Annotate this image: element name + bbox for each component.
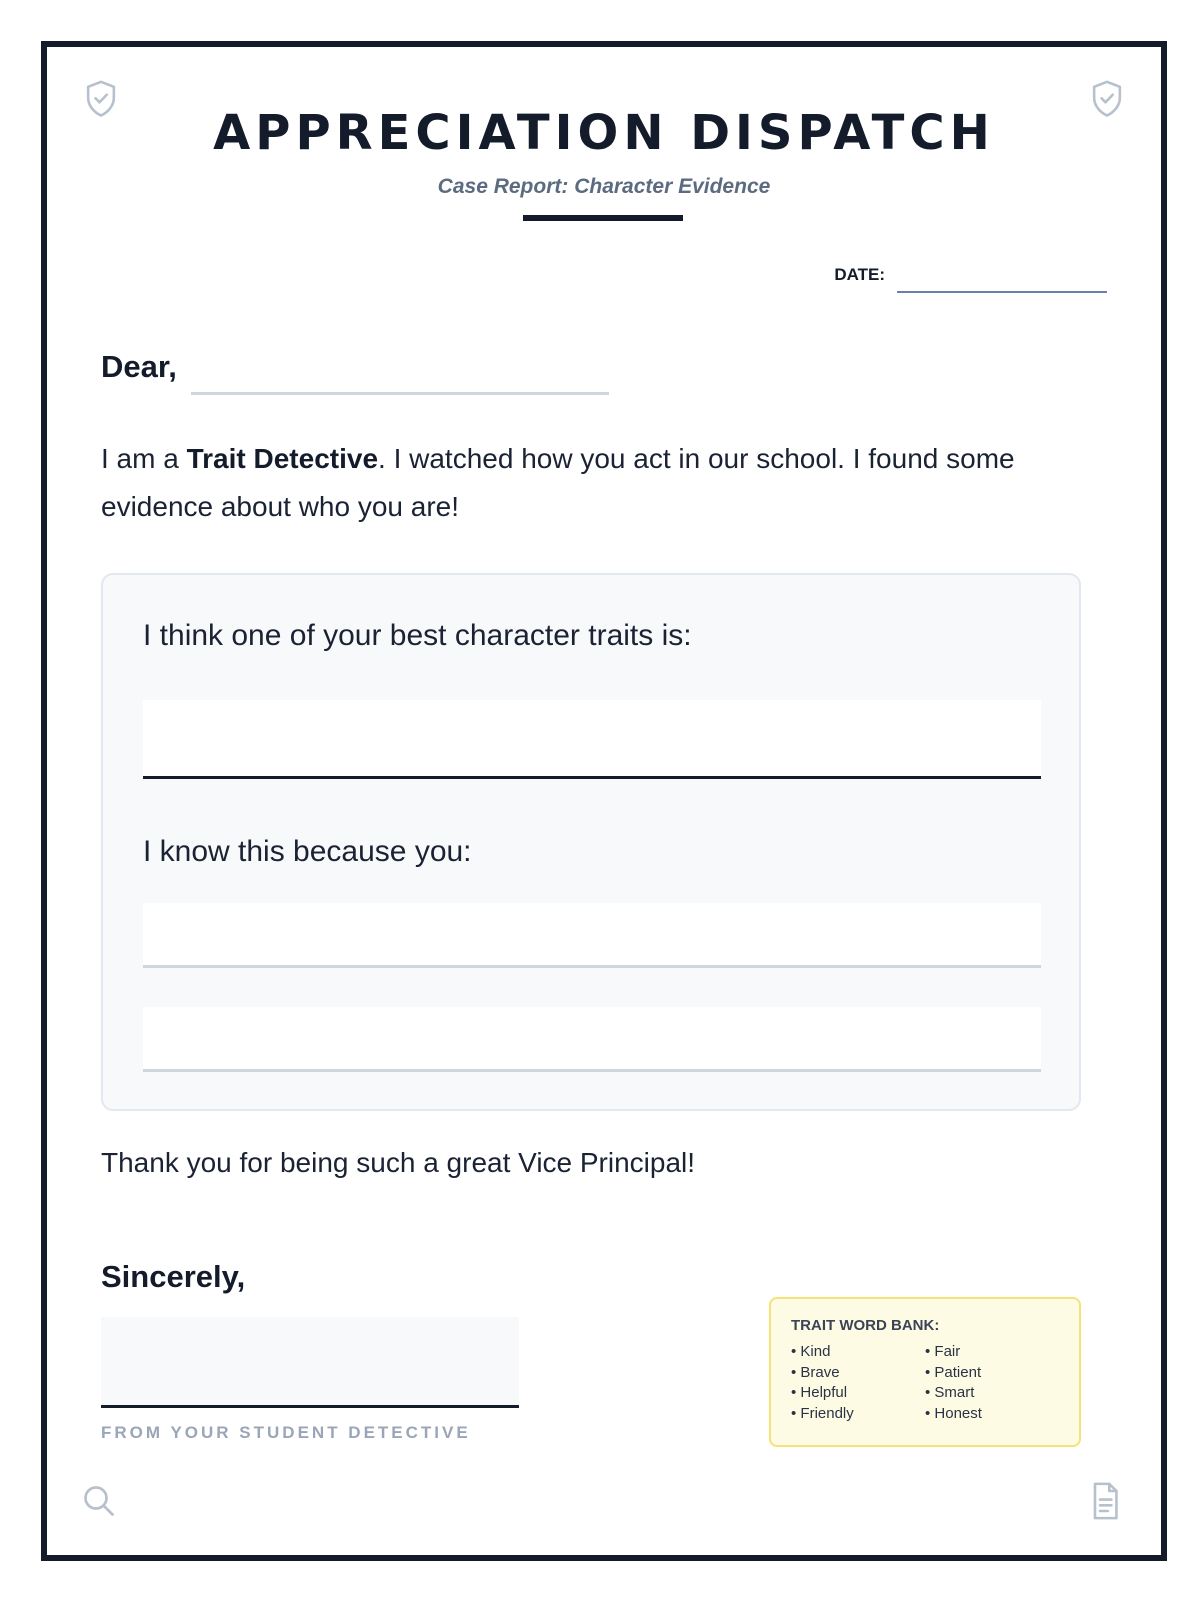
page-title: APPRECIATION DISPATCH bbox=[213, 105, 995, 161]
evidence-box bbox=[101, 573, 1081, 1111]
word-bank-title: TRAIT WORD BANK: bbox=[791, 1317, 940, 1334]
word-bank-item: • Patient bbox=[925, 1363, 982, 1381]
word-bank-item: • Fair bbox=[925, 1343, 961, 1360]
document-icon bbox=[1087, 1481, 1123, 1521]
word-bank-item: • Honest bbox=[925, 1404, 982, 1422]
word-bank-item: • Helpful bbox=[791, 1384, 848, 1401]
word-bank-column bbox=[791, 1342, 925, 1424]
thank-you-line: Thank you for being such a great Vice Principal! bbox=[101, 1147, 696, 1178]
intro-text-start: I am a bbox=[101, 443, 187, 474]
word-bank-columns bbox=[791, 1342, 1059, 1424]
because-prompt: I know this because you: bbox=[143, 835, 472, 868]
because-answer-field-1[interactable] bbox=[143, 903, 1041, 968]
trait-word-bank bbox=[769, 1297, 1081, 1447]
trait-prompt: I think one of your best character traits is: bbox=[143, 619, 692, 652]
from-label: FROM YOUR STUDENT DETECTIVE bbox=[101, 1423, 471, 1442]
date-row bbox=[834, 261, 1107, 293]
word-bank-item: • Kind bbox=[791, 1343, 831, 1360]
greeting-label: Dear, bbox=[101, 349, 177, 384]
word-bank-item: • Friendly bbox=[791, 1404, 854, 1422]
word-bank-column bbox=[925, 1342, 1059, 1424]
date-field[interactable] bbox=[897, 261, 1107, 293]
because-answer-field-2[interactable] bbox=[143, 1007, 1041, 1072]
letter-frame bbox=[41, 41, 1167, 1561]
intro-text-end: . I watched how you act in our school. I found some evidence about who you are! bbox=[101, 443, 1015, 522]
word-bank-item: • Smart bbox=[925, 1384, 975, 1401]
signature-field[interactable] bbox=[101, 1317, 519, 1408]
greeting-row bbox=[101, 349, 609, 395]
page-subtitle: Case Report: Character Evidence bbox=[437, 175, 771, 198]
title-divider bbox=[523, 215, 683, 221]
intro-bold-phrase: Trait Detective bbox=[186, 443, 379, 474]
date-label: DATE: bbox=[834, 265, 885, 284]
magnifier-icon bbox=[81, 1481, 117, 1521]
recipient-name-field[interactable] bbox=[191, 350, 609, 395]
trait-answer-field[interactable] bbox=[143, 700, 1041, 779]
closing-label: Sincerely, bbox=[101, 1259, 246, 1294]
intro-paragraph bbox=[101, 435, 1091, 531]
word-bank-item: • Brave bbox=[791, 1363, 840, 1381]
